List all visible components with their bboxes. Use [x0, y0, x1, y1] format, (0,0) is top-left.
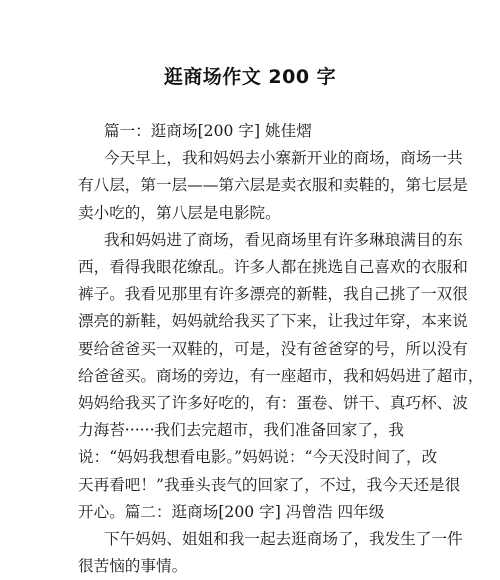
text-line: 给爸爸买。商场的旁边，有一座超市，我和妈妈进了超市，: [78, 366, 484, 385]
text-line: 力海苔······我们去完超市，我们准备回家了，我: [78, 421, 405, 440]
text-line: 要给爸爸买一双鞋的，可是，没有爸爸穿的号，所以没有: [78, 339, 468, 358]
text-line: 我和妈妈进了商场，看见商场里有许多琳琅满目的东: [104, 230, 463, 249]
text-line: 天再看吧！”我垂头丧气的回家了，不过，我今天还是很: [78, 475, 461, 494]
text-line: 妈妈给我买了许多好吃的，有：蛋卷、饼干、真巧杯、波: [78, 394, 468, 413]
text-line: 很苦恼的事情。: [78, 557, 188, 576]
document-body: [78, 118, 484, 580]
text-line: 今天早上，我和妈妈去小寨新开业的商场，商场一共: [104, 149, 463, 168]
text-line: 下午妈妈、姐姐和我一起去逛商场了，我发生了一件: [104, 530, 463, 549]
document-title: 逛商场作文 200 字: [163, 66, 337, 88]
text-line: 西，看得我眼花缭乱。许多人都在挑选自己喜欢的衣服和: [78, 258, 468, 277]
text-line: 裤子。我看见那里有许多漂亮的新鞋，我自己挑了一双很: [78, 285, 468, 304]
text-line: 开心。篇二：逛商场[200 字] 冯曾浩 四年级: [78, 502, 385, 521]
text-line: 卖小吃的，第八层是电影院。: [78, 203, 281, 222]
text-line: 说：“妈妈我想看电影。”妈妈说：“今天没时间了，改: [78, 448, 438, 467]
text-line: 漂亮的新鞋，妈妈就给我买了下来，让我过年穿，本来说: [78, 312, 468, 331]
text-line: 篇一：逛商场[200 字] 姚佳熠: [104, 122, 312, 140]
text-line: 有八层，第一层——第六层是卖衣服和卖鞋的，第七层是: [78, 176, 468, 195]
